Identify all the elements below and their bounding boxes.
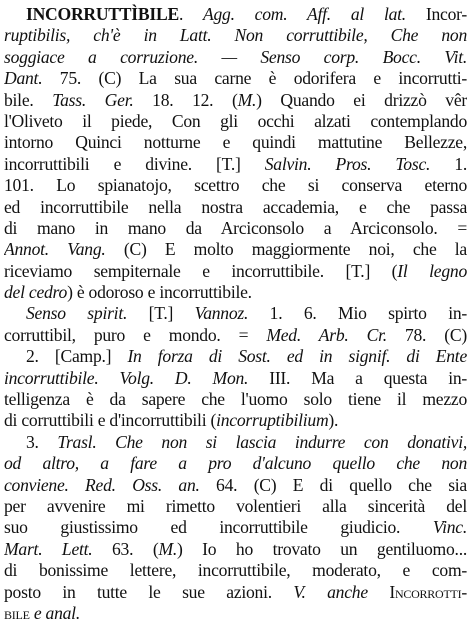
text-segment: ) è odoroso e incorruttibile. — [67, 282, 252, 303]
italic-text: V. anche — [293, 581, 368, 602]
text-line — [4, 582, 467, 603]
text-line — [4, 539, 467, 560]
small-caps-text: Incorrotti- — [389, 581, 467, 602]
text-segment: intorno Quinci notturne e quindi mattutine Bellezze, — [4, 132, 467, 153]
text-segment: 1. — [430, 153, 467, 174]
text-segment: di mano in mano da Arciconsolo a Arciconsolo. = — [4, 217, 467, 238]
text-line — [4, 68, 467, 89]
text-segment: telligenza è da sapere che l'uomo solo tiene il mezzo — [4, 389, 467, 410]
text-line — [4, 560, 467, 581]
italic-text: In forza di Sost. ed in signif. di Ente — [127, 346, 467, 367]
text-segment: 101. Lo spianatojo, scettro che si conserva eterno — [4, 175, 467, 196]
text-segment: di corruttibili e d'incorruttibili ( — [4, 410, 217, 431]
italic-text: Dant. — [4, 68, 43, 89]
text-line — [4, 325, 467, 346]
headword: INCORRUTTÌBILE — [26, 4, 179, 24]
text-segment: 63. ( — [92, 538, 159, 559]
text-line — [4, 154, 467, 175]
text-line — [4, 111, 467, 132]
italic-text: e anal. — [33, 602, 80, 623]
text-segment: ed incorruttibile nella nostra accademia, e che passa — [4, 196, 467, 217]
text-segment: riceviamo sempiternale e incorruttibile. [T.] ( — [4, 260, 398, 281]
small-caps-text: bile — [4, 602, 30, 623]
text-line — [4, 4, 467, 25]
text-segment: per avvenire mi rimetto volentieri alla sincerità del — [4, 495, 467, 516]
text-line — [4, 218, 467, 239]
text-line — [4, 303, 467, 324]
text-line — [4, 132, 467, 153]
italic-text: Salvin. Pros. Tosc. — [264, 153, 431, 174]
text-segment: 78. (C) — [386, 324, 467, 345]
text-segment: incorruttibili e divine. [T.] — [4, 153, 265, 174]
text-line — [4, 517, 467, 538]
text-segment: bile. — [4, 89, 53, 110]
text-segment: 75. (C) La sua carne è odorifera e incorrutti- — [42, 68, 467, 89]
text-line — [4, 389, 467, 410]
text-segment: III. Ma a questa in- — [248, 367, 467, 388]
text-segment: ) Quando ei drizzò vêr — [256, 89, 467, 110]
italic-text: Agg. com. Aff. al lat. — [203, 4, 406, 24]
text-segment: [T.] — [127, 303, 195, 324]
italic-text: incorruptibilium — [216, 410, 329, 431]
italic-text: Vannoz. — [194, 303, 249, 324]
text-segment: di bonissime lettere, incorruttibile, moderato, e com- — [4, 560, 467, 581]
text-line — [4, 90, 467, 111]
text-line — [4, 603, 467, 624]
text-line — [4, 261, 467, 282]
text-line — [4, 346, 467, 367]
italic-text: Med. Arb. Cr. — [266, 324, 387, 345]
text-segment: ) Io ho trovato un gentiluomo... — [177, 538, 467, 559]
italic-text: Il legno — [397, 260, 467, 281]
italic-text: soggiace a corruzione. — Senso corp. Bocc. Vit. — [4, 46, 467, 67]
text-line — [4, 47, 467, 68]
text-line — [4, 197, 467, 218]
text-segment: l'Oliveto il piede, Con gli occhi alzati contemplando — [4, 110, 467, 131]
text-segment: Incor- — [405, 4, 467, 24]
italic-text: Annot. Vang. — [4, 239, 106, 260]
text-segment: 3. — [26, 431, 58, 452]
italic-text: ruptibilis, ch'è in Latt. Non corruttibile, Che non — [4, 25, 467, 46]
italic-text: Mart. Lett. — [4, 538, 93, 559]
italic-text: Vinc. — [432, 517, 467, 538]
text-segment: 1. 6. Mio spirto in- — [248, 303, 467, 324]
text-segment: 2. [Camp.] — [26, 346, 128, 367]
italic-text: Trasl. Che non si lascia indurre con donativi, — [57, 431, 467, 452]
italic-text: od altro, a fare a pro d'alcuno quello che non — [4, 453, 467, 474]
text-segment: 64. (C) E di quello che sia — [199, 474, 467, 495]
text-segment — [368, 582, 389, 602]
text-line — [4, 175, 467, 196]
text-segment: ). — [328, 410, 339, 431]
text-segment: 18. 12. ( — [133, 89, 238, 110]
italic-text: incorruttibile. Volg. D. Mon. — [4, 367, 249, 388]
text-segment: suo giustissimo ed incorruttibile giudicio. — [4, 517, 433, 538]
text-line — [4, 368, 467, 389]
italic-text: Tass. Ger. — [52, 89, 134, 110]
text-line — [4, 453, 467, 474]
text-line — [4, 432, 467, 453]
text-line — [4, 410, 467, 431]
text-line — [4, 475, 467, 496]
text-segment: (C) E molto maggiormente noi, che la — [105, 239, 467, 260]
text-line — [4, 496, 467, 517]
text-line — [4, 239, 467, 260]
text-line — [4, 282, 467, 303]
italic-text: M. — [237, 89, 257, 110]
italic-text: del cedro — [4, 282, 68, 303]
text-segment: posto in tutte le sue azioni. — [4, 581, 294, 602]
text-line — [4, 25, 467, 46]
italic-text: Senso spirit. — [26, 303, 128, 324]
text-segment: corruttibil, puro e mondo. = — [4, 324, 267, 345]
text-segment: . — [178, 4, 204, 24]
italic-text: M. — [158, 538, 177, 559]
italic-text: conviene. Red. Oss. an. — [4, 474, 200, 495]
